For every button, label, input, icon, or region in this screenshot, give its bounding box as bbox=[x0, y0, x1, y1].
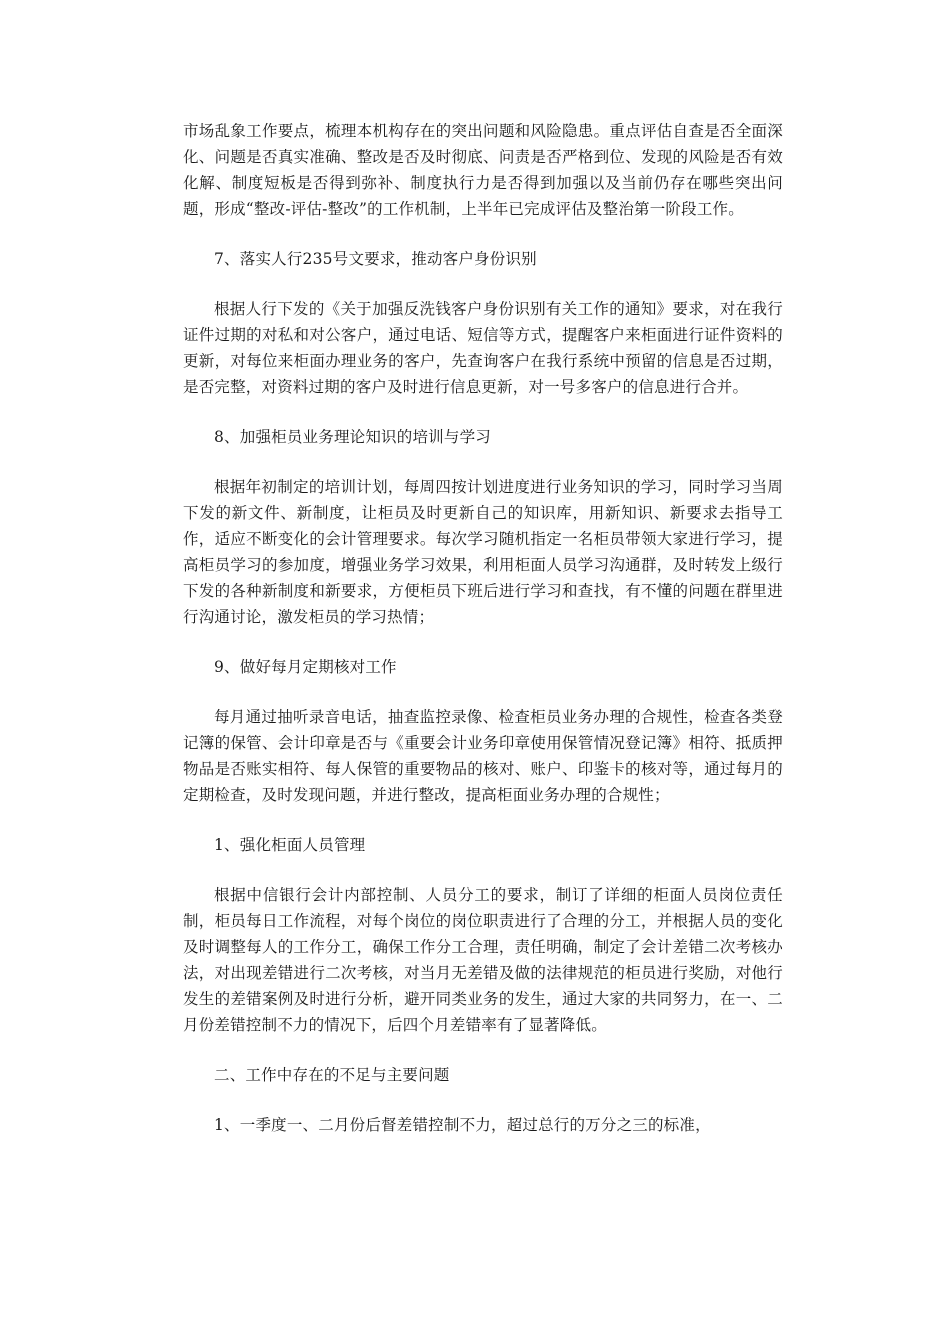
section-heading-1: 1、强化柜面人员管理 bbox=[214, 836, 366, 854]
paragraph-continued: 市场乱象工作要点，梳理本机构存在的突出问题和风险隐患。重点评估自查是否全面深化、问题是否真实准确、整改是否及时彻底、问责是否严格到位、发现的风险是否有效化解、制度短板是否得到弥补、制度执行力是否得到加强以及当前仍存在哪些突出问题，形成“整改-评估-整改”的工作机制，上半年已完成评估及整治第一阶段工作。 bbox=[183, 122, 783, 218]
section-heading-9: 9、做好每月定期核对工作 bbox=[214, 658, 397, 676]
paragraph-training: 根据年初制定的培训计划，每周四按计划进度进行业务知识的学习，同时学习当周下发的新文件、新制度，让柜员及时更新自己的知识库，用新知识、新要求去指导工作，适应不断变化的会计管理要求。每次学习随机指定一名柜员带领大家进行学习，提高柜员学习的参加度，增强业务学习效果，利用柜面人员学习沟通群，及时转发上级行下发的各种新制度和新要求，方便柜员下班后进行学习和查找，有不懂的问题在群里进行沟通讨论，激发柜员的学习热情； bbox=[183, 478, 783, 626]
document-body bbox=[183, 118, 783, 1162]
paragraph-monthly-check: 每月通过抽听录音电话，抽查监控录像、检查柜员业务办理的合规性，检查各类登记簿的保管、会计印章是否与《重要会计业务印章使用保管情况登记簿》相符、抵质押物品是否账实相符、每人保管的重要物品的核对、账户、印鉴卡的核对等，通过每月的定期检查，及时发现问题，并进行整改，提高柜面业务办理的合规性； bbox=[183, 708, 783, 804]
section-heading-8: 8、加强柜员业务理论知识的培训与学习 bbox=[214, 428, 491, 446]
paragraph-customer-identification: 根据人行下发的《关于加强反洗钱客户身份识别有关工作的通知》要求，对在我行证件过期的对私和对公客户，通过电话、短信等方式，提醒客户来柜面进行证件资料的更新，对每位来柜面办理业务的客户，先查询客户在我行系统中预留的信息是否过期，是否完整，对资料过期的客户及时进行信息更新，对一号多客户的信息进行合并。 bbox=[183, 300, 783, 396]
paragraph-staff-management: 根据中信银行会计内部控制、人员分工的要求，制订了详细的柜面人员岗位责任制，柜员每日工作流程，对每个岗位的岗位职责进行了合理的分工，并根据人员的变化及时调整每人的工作分工，确保工作分工合理，责任明确，制定了会计差错二次考核办法，对出现差错进行二次考核，对当月无差错及做的法律规范的柜员进行奖励，对他行发生的差错案例及时进行分析，避开同类业务的发生，通过大家的共同努力，在一、二月份差错控制不力的情况下，后四个月差错率有了显著降低。 bbox=[183, 886, 783, 1034]
section-heading-7: 7、落实人行235号文要求，推动客户身份识别 bbox=[214, 250, 537, 268]
section-heading-problem-1: 1、一季度一、二月份后督差错控制不力，超过总行的万分之三的标准， bbox=[214, 1116, 711, 1134]
section-heading-part-two: 二、工作中存在的不足与主要问题 bbox=[214, 1066, 450, 1084]
